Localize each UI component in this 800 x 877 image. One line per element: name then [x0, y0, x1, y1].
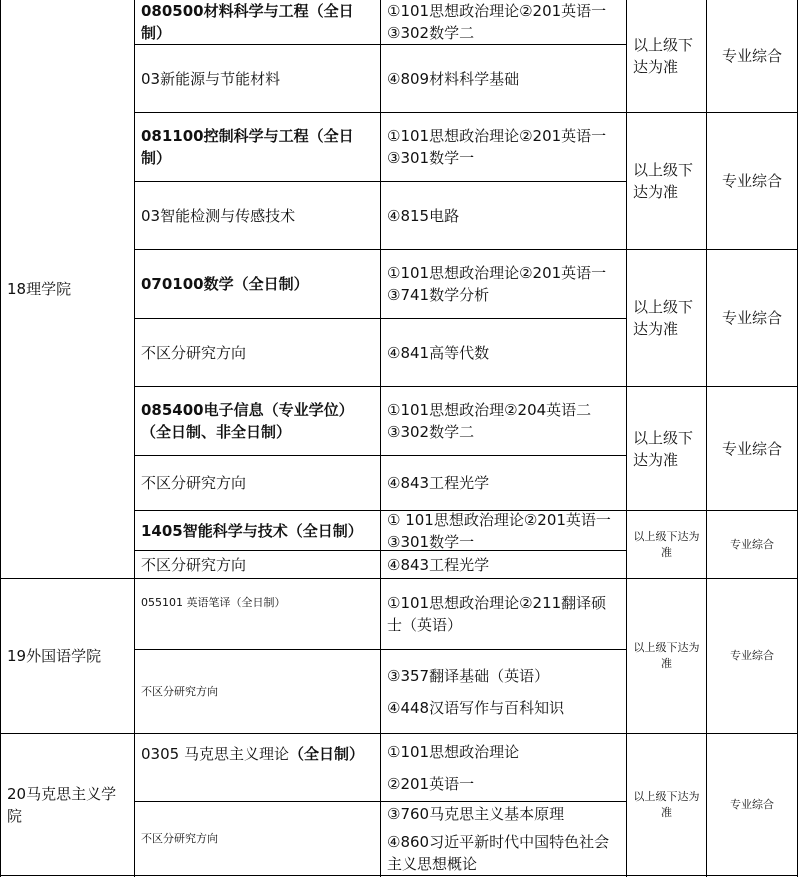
exam-subjects — [381, 511, 626, 550]
exam-subjects — [381, 579, 626, 649]
program-title — [135, 734, 380, 774]
exam-subjects-text: ①101思想政治理论②211翻译硕士（英语） — [387, 594, 607, 634]
program-title — [135, 0, 380, 44]
program-title — [135, 250, 380, 318]
grid-line — [0, 875, 798, 876]
exam-subjects — [381, 182, 626, 249]
retest-subject — [707, 387, 797, 510]
exam-subjects — [381, 650, 626, 733]
program-title-text: 080500材料科学与工程（全日制） — [141, 2, 354, 42]
research-direction — [135, 182, 380, 249]
program-title-text: 081100控制科学与工程（全日制） — [141, 127, 354, 167]
enrollment-quota — [627, 579, 706, 733]
research-direction-text: 03新能源与节能材料 — [141, 69, 281, 88]
exam-subjects — [381, 45, 626, 112]
program-title-text: 085400电子信息（专业学位）（全日制、非全日制） — [141, 401, 354, 441]
retest-subject-text: 专业综合 — [721, 309, 782, 327]
research-direction-text: 不区分研究方向 — [141, 684, 218, 698]
exam-subjects — [381, 387, 626, 455]
retest-subject-text: 专业综合 — [730, 649, 774, 662]
retest-subject-text: 专业综合 — [721, 47, 782, 65]
enrollment-quota-text: 以上级下达为准 — [633, 789, 700, 819]
program-title-text: 070100数学（全日制） — [141, 275, 309, 293]
exam-subjects-text: ①101思想政治理论②201英语一③301数学一 — [387, 127, 607, 167]
retest-subject — [707, 734, 797, 875]
exam-subjects-text: ④860习近平新时代中国特色社会主义思想概论 — [387, 832, 610, 873]
research-direction — [135, 456, 380, 510]
exam-subjects — [381, 319, 626, 386]
program-title — [135, 579, 380, 627]
research-direction-text: 不区分研究方向 — [141, 474, 247, 492]
exam-subjects — [381, 551, 626, 578]
program-title-prefix: 0305 马克思主义理论 — [141, 745, 289, 763]
research-direction-text: 不区分研究方向 — [141, 555, 247, 574]
spacer — [387, 763, 620, 773]
college-name — [1, 579, 134, 733]
enrollment-quota-text: 以上级下达为准 — [633, 36, 694, 76]
retest-subject — [707, 511, 797, 578]
research-direction — [135, 45, 380, 112]
enrollment-quota — [627, 113, 706, 249]
enrollment-quota-text: 以上级下达为准 — [633, 529, 700, 559]
enrollment-quota-text: 以上级下达为准 — [633, 428, 694, 469]
exam-subjects-text: ④843工程光学 — [387, 555, 490, 574]
exam-subjects — [381, 456, 626, 510]
retest-subject — [707, 250, 797, 386]
exam-subjects — [381, 250, 626, 318]
research-direction-text: 不区分研究方向 — [141, 343, 247, 362]
research-direction — [135, 650, 380, 733]
program-title-text: 1405智能科学与技术（全日制） — [141, 521, 363, 540]
research-direction-text: 不区分研究方向 — [141, 831, 218, 845]
enrollment-quota — [627, 0, 706, 112]
research-direction-text: 03智能检测与传感技术 — [141, 206, 296, 225]
enrollment-quota — [627, 250, 706, 386]
exam-subjects — [381, 734, 626, 801]
college-name-text: 18理学院 — [7, 280, 72, 298]
exam-subjects-text: ① 101思想政治理论②201英语一③301数学一 — [387, 510, 611, 551]
program-title-line — [141, 743, 374, 765]
program-title — [135, 387, 380, 455]
exam-subjects-text: ③760马克思主义基本原理 — [387, 804, 565, 823]
retest-subject — [707, 113, 797, 249]
college-name-text: 19外国语学院 — [7, 647, 102, 665]
retest-subject-text: 专业综合 — [730, 797, 774, 811]
retest-subject-text: 专业综合 — [721, 172, 782, 190]
spacer — [387, 687, 620, 697]
exam-subjects-text: ①101思想政治理论②201英语一③741数学分析 — [387, 264, 607, 304]
research-direction — [135, 551, 380, 578]
program-title-suffix: （全日制） — [288, 745, 364, 763]
enrollment-quota-text: 以上级下达为准 — [633, 161, 694, 201]
exam-subjects-text: ①101思想政治理②204英语二③302数学二 — [387, 401, 592, 441]
exam-subjects-text: ①101思想政治理论②201英语一③302数学二 — [387, 2, 607, 42]
research-direction — [135, 319, 380, 386]
enrollment-quota-text: 以上级下达为准 — [633, 641, 700, 670]
program-title-text: 055101 英语笔译（全日制） — [141, 596, 286, 609]
retest-subject-text: 专业综合 — [730, 537, 774, 551]
exam-subjects-text: ③357翻译基础（英语） — [387, 666, 550, 685]
enrollment-quota — [627, 387, 706, 510]
exam-subjects-text: ④815电路 — [387, 206, 460, 225]
enrollment-quota-text: 以上级下达为准 — [633, 298, 694, 338]
research-direction — [135, 802, 380, 875]
exam-subjects-text: ④843工程光学 — [387, 474, 490, 492]
retest-subject-text: 专业综合 — [721, 439, 782, 458]
exam-subjects-text: ④809材料科学基础 — [387, 69, 520, 88]
exam-subjects-text: ①101思想政治理论 — [387, 742, 520, 761]
program-title — [135, 511, 380, 550]
exam-subjects — [381, 113, 626, 181]
grid-line — [797, 0, 798, 877]
college-name-text: 20马克思主义学院 — [7, 784, 117, 825]
exam-subjects-text: ④448汉语写作与百科知识 — [387, 698, 565, 717]
enrollment-quota — [627, 511, 706, 578]
exam-subjects — [381, 802, 626, 875]
college-name — [1, 734, 134, 875]
exam-subjects-text: ④841高等代数 — [387, 343, 490, 362]
program-title — [135, 113, 380, 181]
college-name — [1, 0, 134, 578]
retest-subject — [707, 579, 797, 733]
exam-subjects-text: ②201英语一 — [387, 774, 475, 793]
exam-subjects — [381, 0, 626, 44]
enrollment-quota — [627, 734, 706, 875]
retest-subject — [707, 0, 797, 112]
